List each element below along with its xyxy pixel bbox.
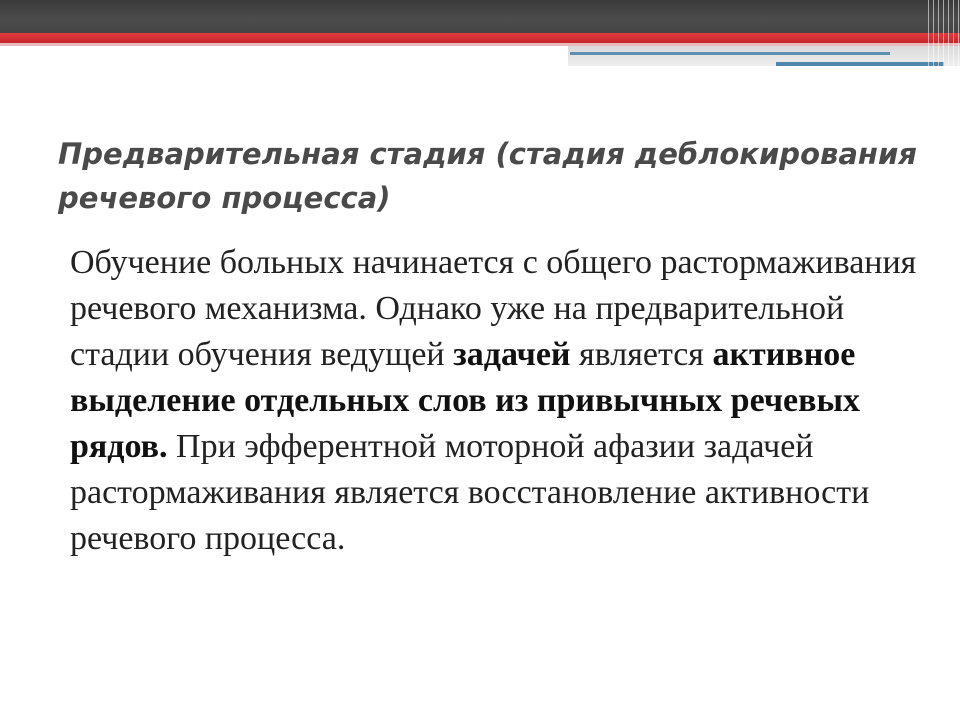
slide-title: Предварительная стадия (стадия деблокирования речевого процесса) (58, 137, 917, 215)
body-text-part-3: При эфферентной моторной афазии задачей растормаживания является восстановление активности речевого процесса. (70, 428, 870, 557)
header-blue-line (570, 52, 890, 55)
body-bold-active-selection: активное выделение отдельных слов из привычных речевых рядов. (70, 336, 860, 465)
slide-body-text (70, 240, 930, 562)
body-bold-task: задачей (453, 336, 571, 373)
body-text-part-2: является (570, 336, 713, 373)
body-text-part-1: Обучение больных начинается с общего растормаживания речевого механизма. Однако уже на предварительной стадии обучения ведущей (70, 244, 917, 373)
header-red-band (0, 33, 960, 43)
header-edge-stripes (924, 0, 960, 70)
header-blue-line-short (776, 62, 944, 66)
header-dark-band (0, 0, 960, 33)
